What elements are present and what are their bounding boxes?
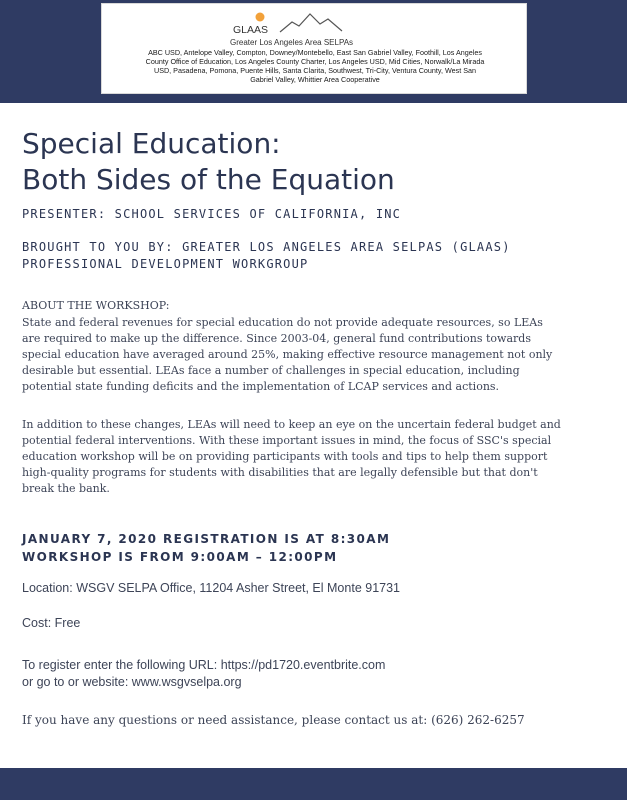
cost-line: Cost: Free [22,616,81,630]
about-heading: ABOUT THE WORKSHOP: [22,299,170,312]
paragraph-line: break the bank. [22,482,110,495]
logo-subtitle: Greater Los Angeles Area SELPAs [230,38,354,47]
contact-line: If you have any questions or need assistance, please contact us at: (626) 262-6257 [22,713,525,727]
sun-icon [256,13,265,22]
location-line: Location: WSGV SELPA Office, 11204 Asher Street, El Monte 91731 [22,581,400,595]
paragraph-line: State and federal revenues for special education do not provide adequate resources, so LEAs [22,316,543,329]
presenter-line: PRESENTER: SCHOOL SERVICES OF CALIFORNIA, INC [22,207,402,221]
mountains-icon [280,14,342,32]
about-paragraph-2 [22,417,612,497]
paragraph-line: special education have averaged around 25%, making effective resource management not only [22,348,553,361]
title-line-2: Both Sides of the Equation [22,163,395,196]
member-line: Gabriel Valley, Whittier Area Cooperative [250,75,380,84]
page-title [22,126,395,198]
register-url-line: To register enter the following URL: https://pd1720.eventbrite.com [22,658,386,672]
schedule-block [22,530,390,566]
paragraph-line: potential state funding deficits and the implementation of LCAP services and actions. [22,380,500,393]
glaas-logo-card [101,3,527,94]
paragraph-line: potential federal interventions. With these important issues in mind, the focus of SSC's special [22,434,552,447]
website-line: or go to or website: www.wsgvselpa.org [22,675,242,689]
brought-by-line-2: PROFESSIONAL DEVELOPMENT WORKGROUP [22,257,309,271]
workshop-time: WORKSHOP IS FROM 9:00AM – 12:00PM [22,550,338,564]
member-line: County Office of Education, Los Angeles County Charter, Los Angeles USD, Mid Cities, Norwalk/La Mirada [145,57,485,66]
paragraph-line: In addition to these changes, LEAs will need to keep an eye on the uncertain federal budget and [22,418,561,431]
about-paragraph-1 [22,315,612,395]
paragraph-line: high-quality programs for students with disabilities that are legally defensible but that don't [22,466,538,479]
member-line: USD, Pasadena, Pomona, Puente Hills, Santa Clarita, Southwest, Tri-City, Ventura County, West San [154,66,476,75]
paragraph-line: are required to make up the difference. Since 2003-04, general fund contributions towards [22,332,531,345]
brought-by [22,239,511,273]
logo-name: GLAAS [233,24,269,36]
footer-band [0,768,627,800]
member-list [118,48,512,84]
paragraph-line: desirable but essential. LEAs face a number of challenges in special education, including [22,364,520,377]
registration-time: JANUARY 7, 2020 REGISTRATION IS AT 8:30AM [22,532,391,546]
title-line-1: Special Education: [22,127,281,160]
member-line: ABC USD, Antelope Valley, Compton, Downey/Montebello, East San Gabriel Valley, Foothill, Los Angeles [148,48,482,57]
brought-by-line-1: BROUGHT TO YOU BY: GREATER LOS ANGELES AREA SELPAS (GLAAS) [22,240,511,254]
paragraph-line: education workshop will be on providing participants with tools and tips to help them support [22,450,548,463]
